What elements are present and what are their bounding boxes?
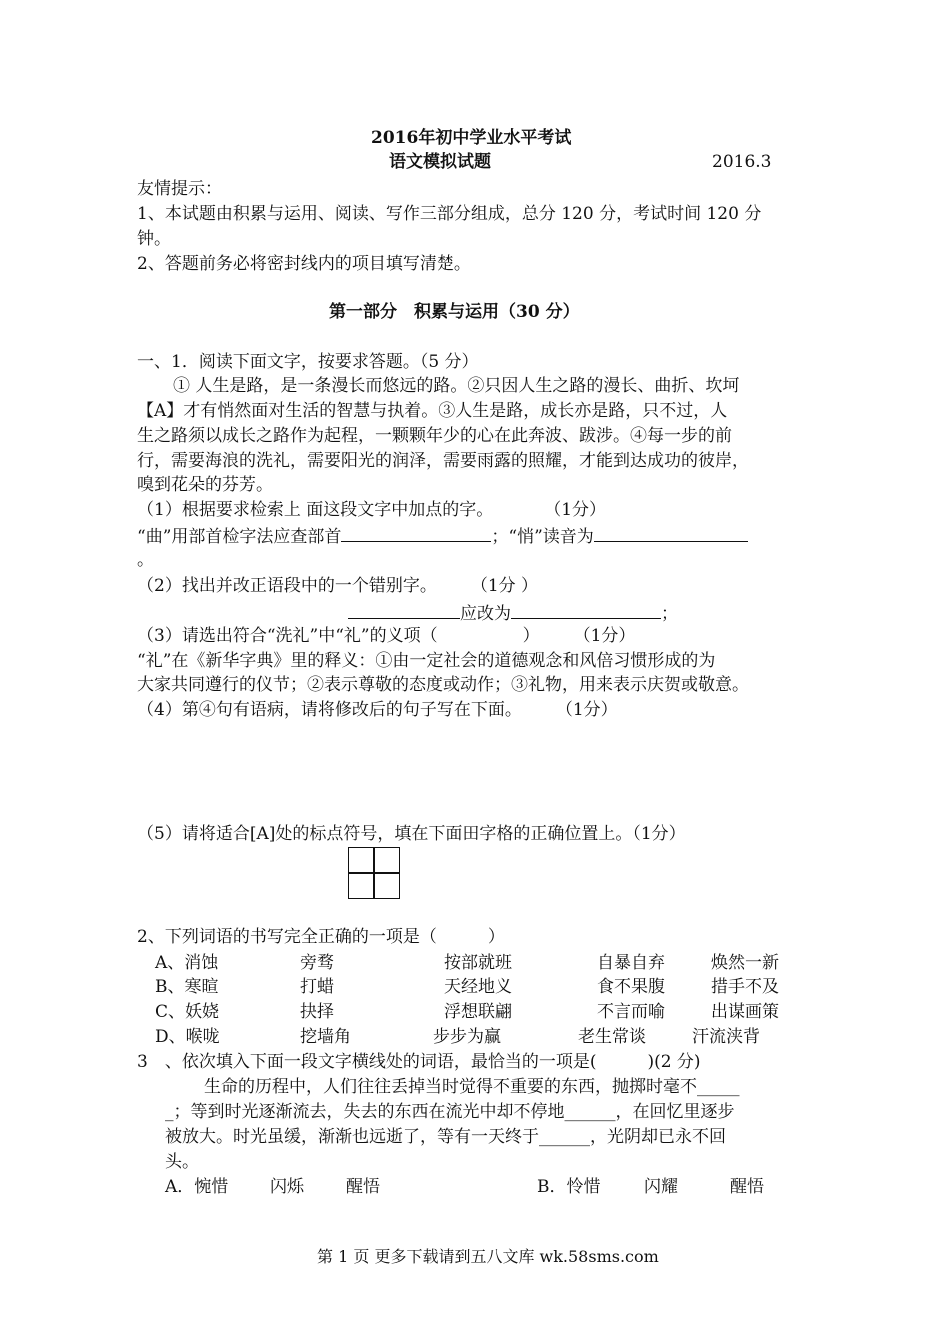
- tips-heading: 友情提示：: [137, 179, 222, 199]
- q1-sub5: （5）请将适合[A]处的标点符号，填在下面田字格的正确位置上。（1分）: [137, 824, 686, 844]
- q2-option-word: 旁骛: [300, 953, 334, 973]
- q1-para-line: 行，需要海浪的洗礼，需要阳光的润泽，需要雨露的照耀，才能到达成功的彼岸，: [137, 451, 749, 471]
- tips-line-1: 1、本试题由积累与运用、阅读、写作三部分组成，总分 120 分，考试时间 120 分: [137, 204, 762, 224]
- q3-option-word: 闪烁: [270, 1177, 304, 1197]
- q3-option-word: 醒悟: [346, 1177, 380, 1197]
- q3-option-b-label: B．怜惜: [537, 1177, 601, 1197]
- answer-blank[interactable]: [348, 600, 460, 619]
- q3-text-line: 生命的历程中，人们往往丢掉当时觉得不重要的东西，抛掷时毫不_____: [204, 1077, 740, 1097]
- page-footer: 第 1 页 更多下载请到五八文库 wk.58sms.com: [317, 1247, 659, 1266]
- answer-blank[interactable]: [594, 523, 748, 542]
- q2-option-word: 措手不及: [711, 977, 779, 997]
- q1-sub2-prompt: 应改为: [460, 604, 511, 624]
- q2-option-word: 浮想联翩: [444, 1002, 512, 1022]
- q2-option-word: 打蜡: [300, 977, 334, 997]
- tips-line-1-cont: 钟。: [137, 229, 171, 249]
- q3-heading: 3 、依次填入下面一段文字横线处的词语，最恰当的一项是( )(2 分): [137, 1052, 701, 1072]
- part1-title: 第一部分 积累与运用（30 分）: [329, 302, 580, 322]
- q1-sub3-def: 大家共同遵行的仪节；②表示尊敬的态度或动作；③礼物，用来表示庆贺或敬意。: [137, 675, 749, 695]
- q2-option-word: 出谋画策: [711, 1002, 779, 1022]
- q2-heading: 2、下列词语的书写完全正确的一项是（ ）: [137, 927, 505, 947]
- q1-sub1-line: [137, 523, 748, 549]
- q1-sub1-prompt-b: ；“悄”读音为: [491, 527, 594, 547]
- q2-option-a-label: A、消蚀: [155, 953, 219, 973]
- q1-para-line: 【A】才有悄然面对生活的智慧与执着。③人生是路，成长亦是路，只不过，人: [137, 401, 728, 421]
- q2-option-word: 自暴自弃: [597, 953, 665, 973]
- q1-sub2: （2）找出并改正语段中的一个错别字。 （1分 ）: [137, 576, 539, 596]
- q1-para-line: 生之路须以成长之路作为起程，一颗颗年少的心在此奔波、跋涉。④每一步的前: [137, 426, 732, 446]
- q3-option-word: 闪耀: [644, 1177, 678, 1197]
- q1-sub1-prompt-a: “曲”用部首检字法应查部首: [137, 527, 342, 547]
- q3-text-line: 被放大。时光虽缓，渐渐也远逝了，等有一天终于______，光阴却已永不回: [165, 1127, 726, 1147]
- answer-blank[interactable]: [511, 600, 661, 619]
- q1-sub4: （4）第④句有语病，请将修改后的句子写在下面。 （1分）: [137, 700, 618, 720]
- q2-option-word: 不言而喻: [597, 1002, 665, 1022]
- q2-option-word: 天经地义: [444, 977, 512, 997]
- q1-sub1: （1）根据要求检索上 面这段文字中加点的字。 （1分）: [137, 500, 607, 520]
- q3-option-word: 醒悟: [730, 1177, 764, 1197]
- q1-sub3-def: “礼”在《新华字典》里的释义：①由一定社会的道德观念和风倍习惯形成的为: [137, 651, 716, 671]
- q1-sub1-end: 。: [137, 550, 154, 570]
- q2-option-word: 汗流浃背: [692, 1027, 760, 1047]
- q2-option-word: 按部就班: [444, 953, 512, 973]
- exam-date: 2016.3: [712, 152, 772, 172]
- q2-option-word: 焕然一新: [711, 953, 779, 973]
- exam-subtitle: 语文模拟试题: [389, 152, 491, 172]
- q2-option-word: 抉择: [300, 1002, 334, 1022]
- q1-para-line: ① 人生是路，是一条漫长而悠远的路。②只因人生之路的漫长、曲折、坎坷: [173, 376, 740, 396]
- q1-sub2-line: [348, 600, 678, 626]
- answer-blank[interactable]: [341, 523, 491, 542]
- q3-text-line: _；等到时光逐渐流去，失去的东西在流光中却不停地______，在回忆里逐步: [165, 1102, 735, 1122]
- tips-line-2: 2、答题前务必将密封线内的项目填写清楚。: [137, 254, 471, 274]
- q1-para-line: 嗅到花朵的芬芳。: [137, 475, 273, 495]
- q1-heading: 一、1．阅读下面文字，按要求答题。（5 分）: [137, 352, 479, 372]
- grid-divider: [349, 872, 399, 874]
- q3-text-line: 头。: [165, 1152, 199, 1172]
- q1-sub3: （3）请选出符合“洗礼”中“礼”的义项（ ） （1分）: [137, 626, 636, 646]
- q2-option-word: 食不果腹: [597, 977, 665, 997]
- q2-option-c-label: C、妖娆: [155, 1002, 220, 1022]
- exam-title: 2016年初中学业水平考试: [371, 128, 572, 148]
- q2-option-word: 步步为赢: [433, 1027, 501, 1047]
- q2-option-d-label: D、喉咙: [155, 1027, 220, 1047]
- q3-option-a-label: A．惋惜: [165, 1177, 229, 1197]
- q1-sub2-end: ；: [661, 604, 678, 624]
- tianzige-grid[interactable]: [348, 847, 400, 899]
- q2-option-b-label: B、寒暄: [155, 977, 219, 997]
- q2-option-word: 挖墙角: [300, 1027, 351, 1047]
- q2-option-word: 老生常谈: [578, 1027, 646, 1047]
